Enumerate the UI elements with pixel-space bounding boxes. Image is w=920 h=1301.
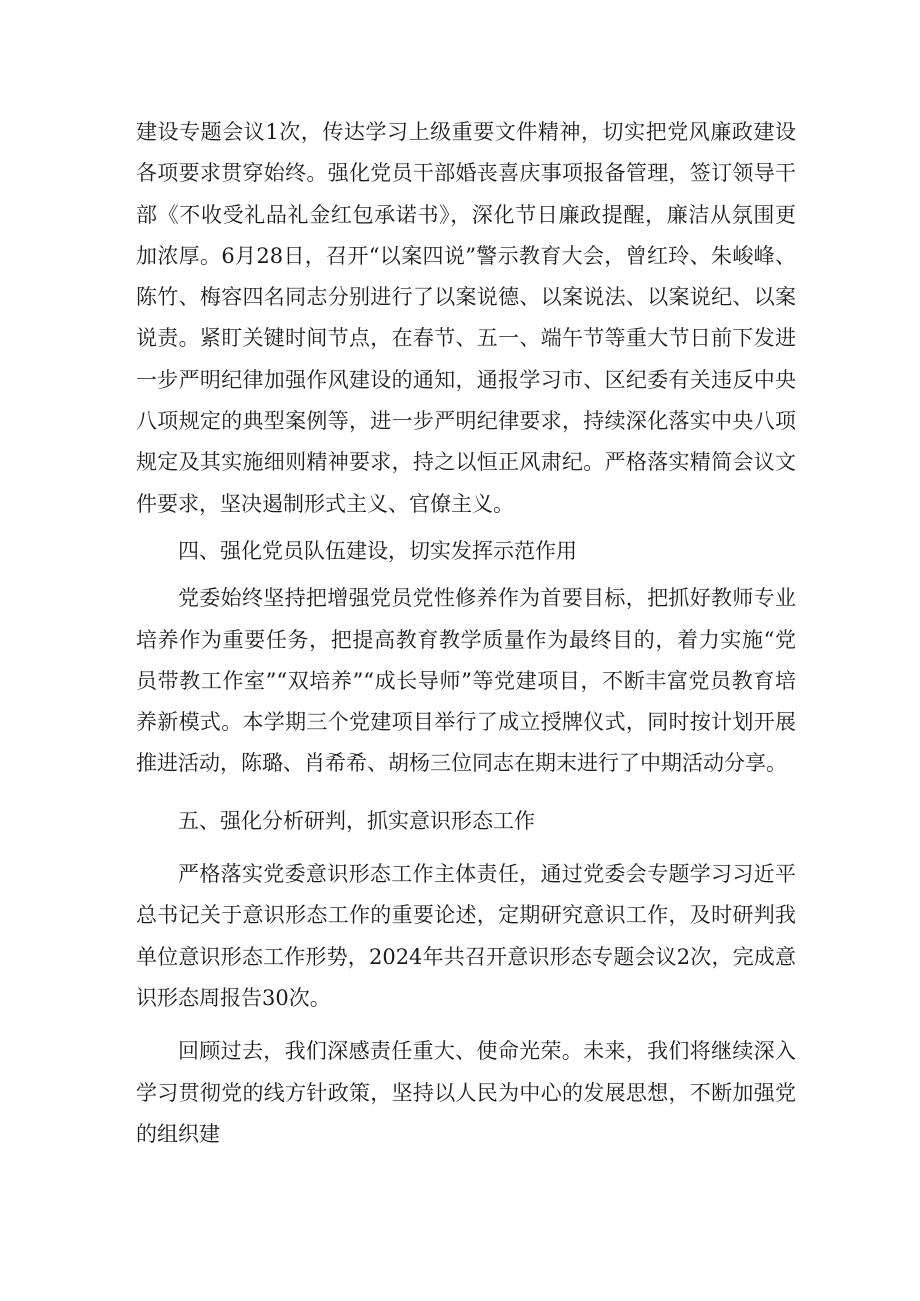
document-body xyxy=(136,112,796,1155)
section-heading-5: 五、强化分析研判，抓实意识形态工作 xyxy=(178,808,535,833)
paragraph-ideology: 严格落实党委意识形态工作主体责任，通过党委会专题学习习近平总书记关于意识形态工作的重要论述，定期研究意识工作，及时研判我单位意识形态工作形势，2024年共召开意识形态专题会议2次，完成意识形态周报告30次。 xyxy=(136,862,796,1010)
section-heading-4: 四、强化党员队伍建设，切实发挥示范作用 xyxy=(178,538,577,563)
paragraph-party-team: 党委始终坚持把增强党员党性修养作为首要目标，把抓好教师专业培养作为重要任务，把提高教育教学质量作为最终目的，着力实施“党员带教工作室”“双培养”“成长导师”等党建项目，不断丰富党员教育培养新模式。本学期三个党建项目举行了成立授牌仪式，同时按计划开展推进活动，陈璐、肖希希、胡杨三位同志在期末进行了中期活动分享。 xyxy=(136,586,796,776)
paragraph-party-conduct: 建设专题会议1次，传达学习上级重要文件精神，切实把党风廉政建设各项要求贯穿始终。强化党员干部婚丧喜庆事项报备管理，签订领导干部《不收受礼品礼金红包承诺书》，深化节日廉政提醒，廉洁从氛围更加浓厚。6月28日，召开“以案四说”警示教育大会，曾红玲、朱峻峰、陈竹、梅容四名同志分别进行了以案说德、以案说法、以案说纪、以案说责。紧盯关键时间节点，在春节、五一、端午节等重大节日前下发进一步严明纪律加强作风建设的通知，通报学习市、区纪委有关违反中央八项规定的典型案例等，进一步严明纪律要求，持续深化落实中央八项规定及其实施细则精神要求，持之以恒正风肃纪。严格落实精简会议文件要求，坚决遏制形式主义、官僚主义。 xyxy=(136,120,796,516)
paragraph-conclusion: 回顾过去，我们深感责任重大、使命光荣。未来，我们将继续深入学习贯彻党的线方针政策，坚持以人民为中心的发展思想，不断加强党的组织建 xyxy=(136,1039,796,1146)
